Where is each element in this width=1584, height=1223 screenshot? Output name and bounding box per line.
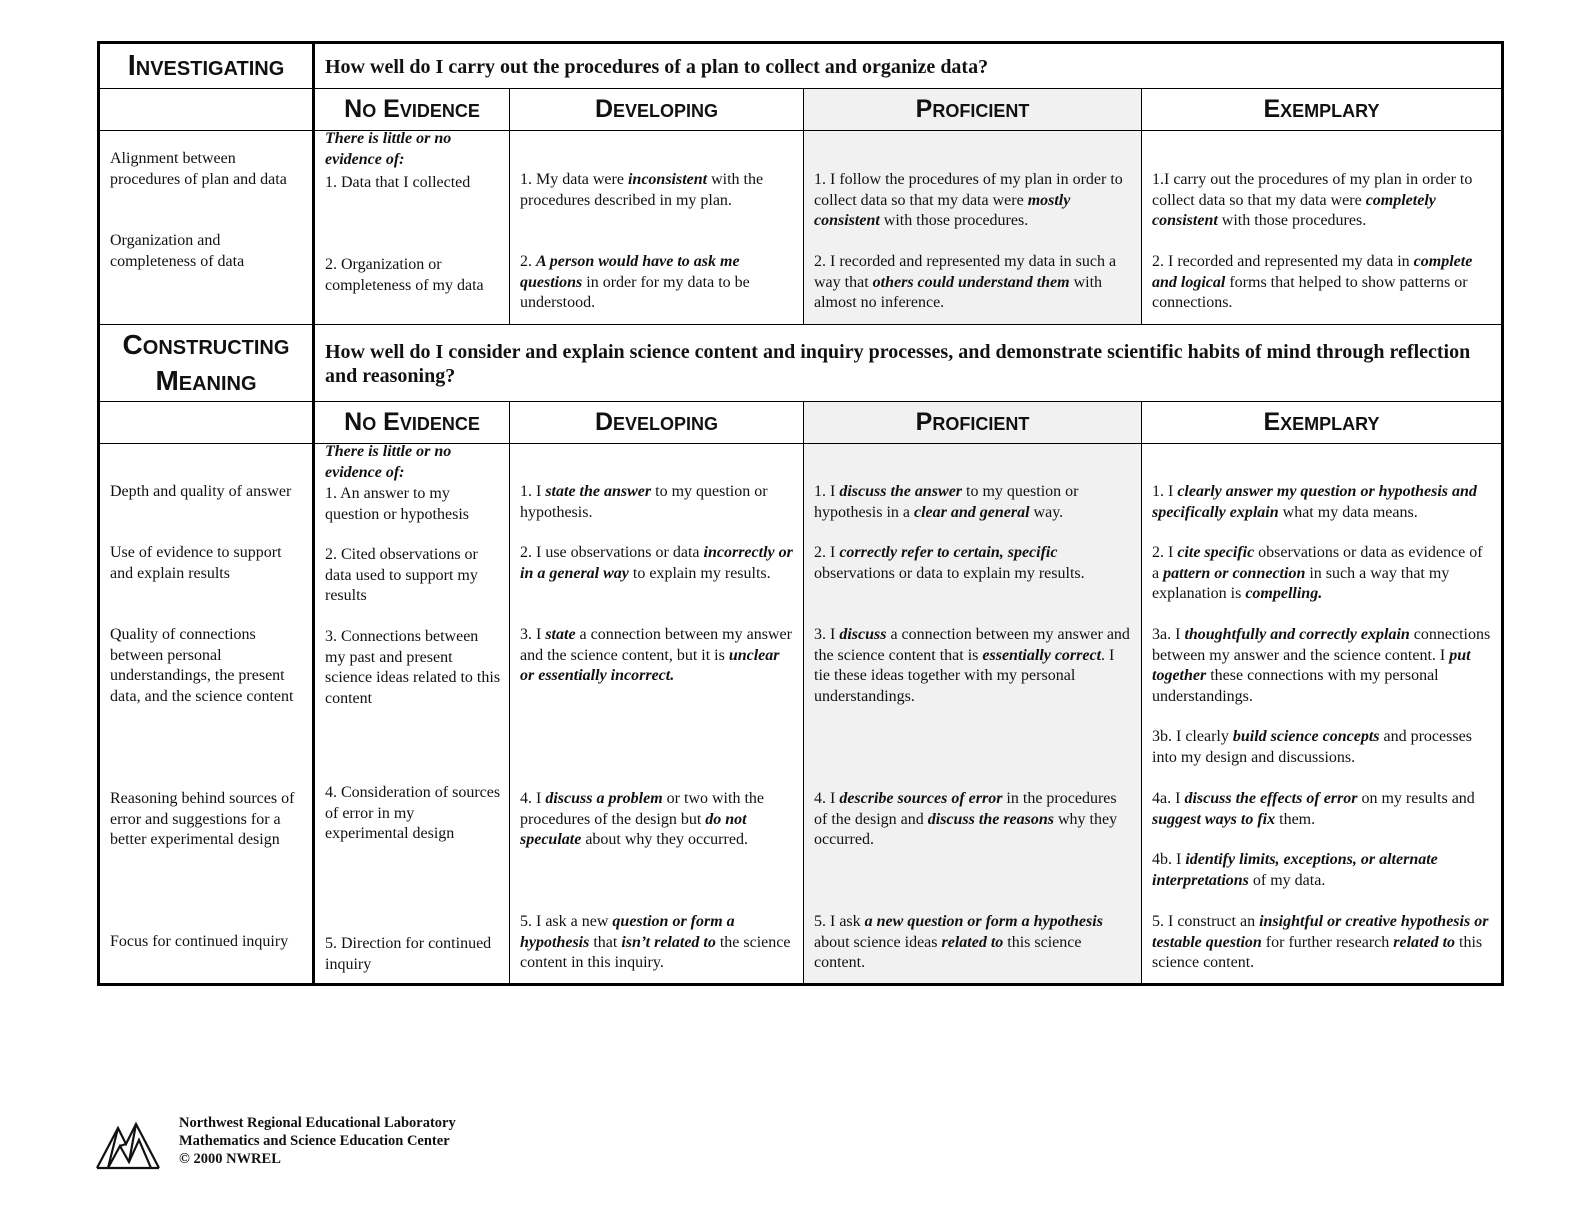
emphasis-text: state the answer — [545, 483, 652, 500]
emphasis-text: unclear or essentially incorrect. — [520, 646, 780, 684]
no-evidence-intro: There is little or no evidence of: — [325, 443, 452, 481]
descriptor: 4. I describe sources of error in the procedures of the design and discuss the reasons why they occurred. — [814, 790, 1118, 848]
descriptor: 3a. I thoughtfully and correctly explain connections between my answer and the science content. I put together these connections with my personal understandings. — [1152, 626, 1491, 705]
footer-text — [179, 1114, 456, 1168]
emphasis-text: state — [545, 626, 576, 643]
emphasis-text: cite specific — [1177, 544, 1255, 561]
section-question-constructing-meaning: How well do I consider and explain science content and inquiry processes, and demonstrate scientific habits of mind through reflection and reasoning? — [314, 325, 1503, 402]
emphasis-text: incorrectly or in a general way — [520, 544, 793, 582]
exemplary-column — [1142, 444, 1503, 985]
footer-line: Northwest Regional Educational Laboratory — [179, 1115, 456, 1131]
section-title-constructing-meaning — [99, 325, 314, 402]
emphasis-text: identify limits, exceptions, or alternate interpretations — [1152, 851, 1438, 889]
level-header-row-1 — [99, 89, 1503, 131]
emphasis-text: clearly answer my question or hypothesis and specifically explain — [1152, 483, 1477, 521]
emphasis-text: put together — [1152, 646, 1471, 684]
descriptor: 1. I clearly answer my question or hypothesis and specifically explain what my data means. — [1152, 483, 1477, 521]
developing-column — [510, 131, 804, 325]
level-exemplary: Exemplary — [1142, 89, 1503, 131]
footer-line: Mathematics and Science Education Center — [179, 1133, 450, 1149]
level-proficient: Proficient — [804, 402, 1142, 444]
criterion: Focus for continued inquiry — [110, 933, 289, 950]
proficient-column — [804, 131, 1142, 325]
descriptor: 5. I ask a new question or form a hypothesis that isn’t related to the science content in this inquiry. — [520, 913, 791, 971]
descriptor: 2. A person would have to ask me questions in order for my data to be understood. — [520, 253, 750, 311]
emphasis-text: a new question or form a hypothesis — [864, 913, 1103, 930]
section-question-investigating: How well do I carry out the procedures of a plan to collect and organize data? — [314, 43, 1503, 89]
criterion: Reasoning behind sources of error and suggestions for a better experimental design — [110, 790, 295, 848]
emphasis-text: compelling. — [1245, 585, 1323, 602]
emphasis-text: isn’t related to — [621, 933, 716, 951]
emphasis-text: others could understand them — [872, 273, 1070, 291]
descriptor: 2. I recorded and represented my data in complete and logical forms that helped to show patterns or connections. — [1152, 253, 1473, 311]
level-proficient: Proficient — [804, 89, 1142, 131]
emphasis-text: build science concepts — [1232, 728, 1380, 745]
level-developing: Developing — [510, 402, 804, 444]
emphasis-text: of error — [1306, 790, 1358, 807]
emphasis-text: discuss a problem — [545, 790, 663, 807]
descriptor: 4b. I identify limits, exceptions, or alternate interpretations of my data. — [1152, 851, 1438, 889]
footer — [96, 1114, 576, 1174]
criteria-column — [99, 444, 314, 985]
criteria-header-blank — [99, 89, 314, 131]
nwrel-mountain-logo-icon — [96, 1118, 160, 1170]
section-title-line: Meaning — [155, 365, 257, 396]
emphasis-text: thoughtfully and correctly explain — [1184, 626, 1410, 643]
section-title-text: Investigating — [127, 49, 285, 82]
descriptor: 1.I carry out the procedures of my plan in order to collect data so that my data were completely consistent with those procedures. — [1152, 171, 1473, 229]
no-evidence-item: 4. Consideration of sources of error in my experimental design — [325, 784, 501, 842]
level-developing: Developing — [510, 89, 804, 131]
no-evidence-item: 1. An answer to my question or hypothesis — [325, 485, 469, 523]
descriptor: 1. I state the answer to my question or hypothesis. — [520, 483, 768, 521]
emphasis-text: related to — [1393, 933, 1456, 951]
descriptor: 3b. I clearly build science concepts and processes into my design and discussions. — [1152, 728, 1472, 766]
emphasis-text: describe sources of error — [839, 790, 1003, 807]
descriptor: 1. I discuss the answer to my question or hypothesis in a clear and general way. — [814, 483, 1079, 521]
no-evidence-item: 2. Organization or completeness of my data — [325, 256, 484, 294]
descriptor: 2. I correctly refer to certain, specific observations or data to explain my results. — [814, 544, 1085, 582]
developing-column — [510, 444, 804, 985]
no-evidence-item: 3. Connections between my past and present science ideas related to this content — [325, 628, 501, 707]
emphasis-text: question or form a hypothesis — [520, 913, 735, 951]
emphasis-text: correctly refer to certain, specific — [839, 544, 1058, 561]
section-header-investigating — [99, 43, 1503, 89]
footer-line: © 2000 NWREL — [179, 1151, 281, 1167]
criteria-row-1 — [99, 131, 1503, 325]
descriptor: 5. I construct an insightful or creative hypothesis or testable question for further research related to this science content. — [1152, 913, 1489, 971]
emphasis-text: A person would have to ask me questions — [520, 253, 740, 291]
descriptor: 2. I use observations or data incorrectly or in a general way to explain my results. — [520, 544, 793, 582]
emphasis-text: completely consistent — [1152, 191, 1436, 229]
section-title-investigating — [99, 43, 314, 89]
criterion: Depth and quality of answer — [110, 483, 292, 500]
no-evidence-intro: There is little or no evidence of: — [325, 130, 452, 168]
descriptor: 3. I discuss a connection between my answer and the science content that is essentially correct. I tie these ideas together with my personal understandings. — [814, 626, 1130, 705]
criterion: Use of evidence to support and explain results — [110, 544, 282, 582]
emphasis-text: discuss the effects — [1184, 790, 1303, 807]
emphasis-text: complete and logical — [1152, 253, 1473, 291]
descriptor: 4a. I discuss the effects of error on my results and suggest ways to fix them. — [1152, 790, 1475, 828]
criteria-column — [99, 131, 314, 325]
descriptor: 1. My data were inconsistent with the procedures described in my plan. — [520, 171, 764, 209]
criterion: Alignment between procedures of plan and data — [110, 150, 287, 188]
emphasis-text: suggest ways to fix — [1152, 810, 1276, 828]
proficient-column — [804, 444, 1142, 985]
no-evidence-item: 1. Data that I collected — [325, 174, 471, 191]
emphasis-text: inconsistent — [627, 171, 708, 188]
descriptor: 2. I recorded and represented my data in such a way that others could understand them with almost no inference. — [814, 253, 1117, 311]
criterion: Organization and completeness of data — [110, 232, 245, 270]
no-evidence-column — [314, 444, 510, 985]
level-no-evidence: No Evidence — [314, 89, 510, 131]
no-evidence-column — [314, 131, 510, 325]
descriptor: 4. I discuss a problem or two with the procedures of the design but do not speculate about why they occurred. — [520, 790, 764, 848]
emphasis-text: insightful or creative hypothesis or testable question — [1152, 913, 1489, 951]
level-no-evidence: No Evidence — [314, 402, 510, 444]
emphasis-text: do not speculate — [520, 810, 747, 848]
exemplary-column — [1142, 131, 1503, 325]
descriptor: 2. I cite specific observations or data as evidence of a pattern or connection in such a way that my explanation is compelling. — [1152, 544, 1483, 602]
level-exemplary: Exemplary — [1142, 402, 1503, 444]
emphasis-text: related to — [941, 933, 1004, 951]
emphasis-text: discuss the answer — [839, 483, 963, 500]
descriptor: 1. I follow the procedures of my plan in order to collect data so that my data were mostly consistent with those procedures. — [814, 171, 1123, 229]
level-header-row-2 — [99, 402, 1503, 444]
emphasis-text: discuss — [839, 626, 887, 643]
emphasis-text: pattern or connection — [1163, 564, 1306, 582]
criterion: Quality of connections between personal understandings, the present data, and the science content — [110, 626, 294, 705]
descriptor: 3. I state a connection between my answer and the science content, but it is unclear or essentially incorrect. — [520, 626, 792, 684]
descriptor: 5. I ask a new question or form a hypothesis about science ideas related to this science content. — [814, 913, 1103, 971]
criteria-header-blank — [99, 402, 314, 444]
emphasis-text: discuss the reasons — [927, 810, 1054, 828]
no-evidence-item: 2. Cited observations or data used to support my results — [325, 546, 478, 604]
emphasis-text: essentially correct — [982, 646, 1102, 664]
section-header-constructing-meaning — [99, 325, 1503, 402]
section-title-line: Constructing — [122, 329, 290, 360]
rubric-table — [97, 41, 1504, 986]
emphasis-text: clear and general — [914, 503, 1030, 521]
no-evidence-item: 5. Direction for continued inquiry — [325, 935, 492, 973]
criteria-row-2 — [99, 444, 1503, 985]
emphasis-text: mostly consistent — [814, 191, 1071, 229]
